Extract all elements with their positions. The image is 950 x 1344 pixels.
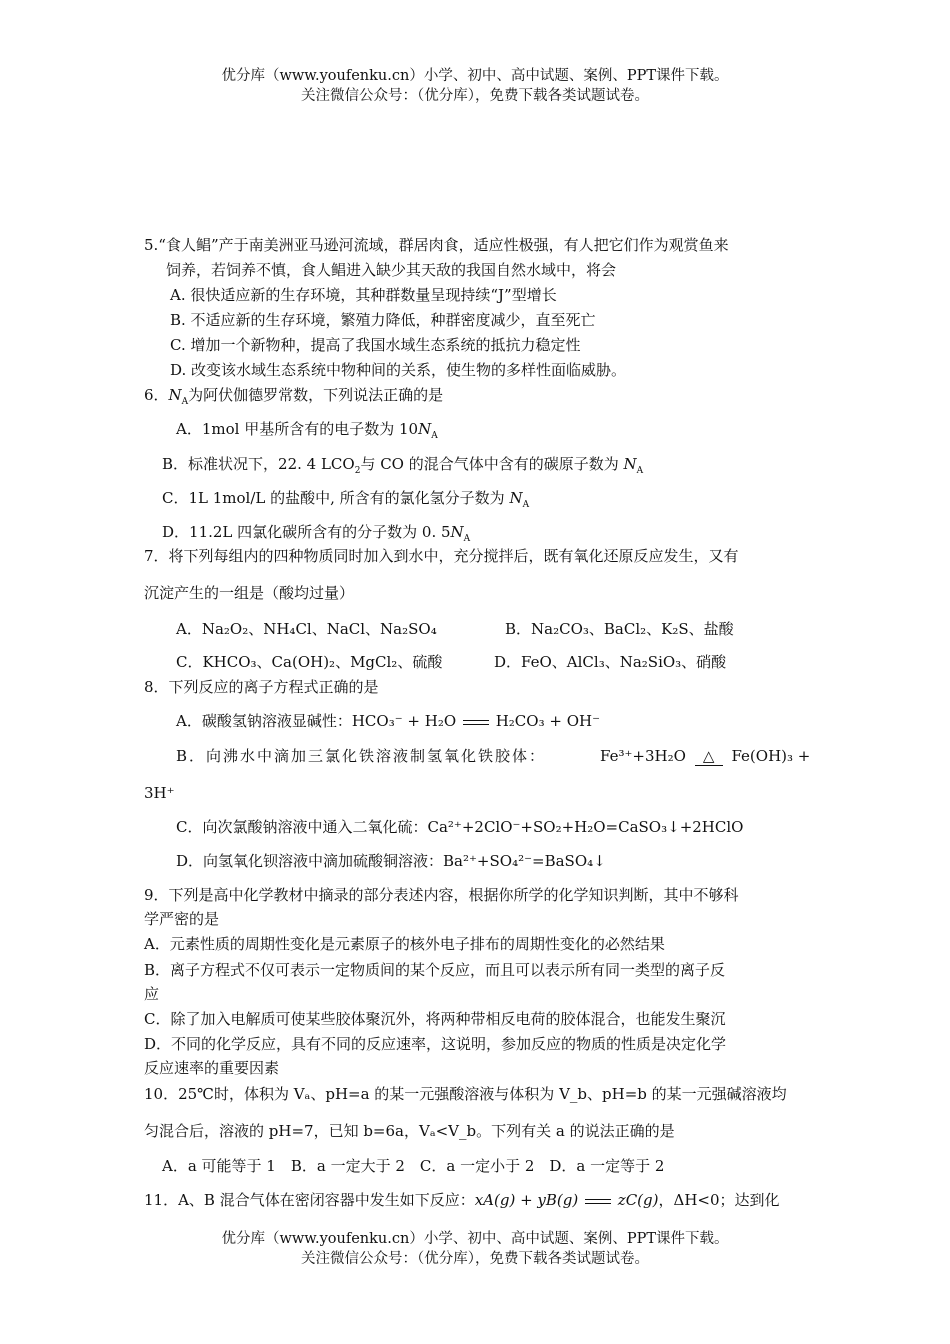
q10-options: A．a 可能等于 1 B．a 一定大于 2 C．a 一定小于 2 D．a 一定等于 2 bbox=[162, 1157, 665, 1175]
equilibrium-arrow-icon bbox=[461, 715, 491, 729]
q8-option-b-tail: 3H⁺ bbox=[144, 784, 175, 802]
q7-option-c: C．KHCO₃、Ca(OH)₂、MgCl₂、硫酸 bbox=[176, 653, 443, 671]
q5-option-c: C. 增加一个新物种，提高了我国水域生态系统的抵抗力稳定性 bbox=[170, 336, 581, 354]
q9-stem-line-1: 9．下列是高中化学教材中摘录的部分表述内容，根据你所学的化学知识判断，其中不够科 bbox=[144, 886, 739, 904]
q5-option-d: D. 改变该水域生态系统中物种间的关系，使生物的多样性面临威胁。 bbox=[170, 361, 627, 379]
q9-option-b-line-1: B．离子方程式不仅可表示一定物质间的某个反应，而且可以表示所有同一类型的离子反 bbox=[144, 961, 726, 979]
q5-stem-line-2: 饲养，若饲养不慎，食人鲳进入缺少其天敌的我国自然水域中，将会 bbox=[166, 261, 617, 279]
heat-arrow-icon: △ bbox=[691, 745, 727, 767]
q9-stem-line-2: 学严密的是 bbox=[144, 910, 220, 928]
q6-stem: 6．$N_A$为阿伏伽德罗常数，下列说法正确的是 bbox=[144, 386, 444, 407]
header-line-1: 优分库（www.youfenku.cn）小学、初中、高中试题、案例、PPT课件下载。 bbox=[221, 68, 729, 84]
q10-stem-line-2: 匀混合后，溶液的 pH=7，已知 b=6a，Vₐ<V_b。下列有关 a 的说法正确的是 bbox=[144, 1122, 675, 1140]
q8-option-c: C．向次氯酸钠溶液中通入二氧化硫：Ca²⁺+2ClO⁻+SO₂+H₂O=CaSO₃↓+2HClO bbox=[176, 818, 744, 836]
q9-option-b-line-2: 应 bbox=[144, 985, 160, 1003]
equilibrium-arrow-icon bbox=[583, 1194, 613, 1208]
q11-stem: 11．A、B 混合气体在密闭容器中发生如下反应：xA(g) + yB(g) zC(g)，ΔH<0；达到化 bbox=[144, 1191, 780, 1209]
q5-option-a: A. 很快适应新的生存环境，其种群数量呈现持续“J”型增长 bbox=[170, 286, 557, 304]
q7-option-b: B．Na₂CO₃、BaCl₂、K₂S、盐酸 bbox=[505, 620, 734, 638]
q8-option-a: A．碳酸氢钠溶液显碱性：HCO₃⁻ + H₂O H₂CO₃ + OH⁻ bbox=[176, 712, 600, 730]
q8-option-b: B．向沸水中滴加三氯化铁溶液制氢氧化铁胶体： bbox=[176, 747, 547, 765]
footer-line-1: 优分库（www.youfenku.cn）小学、初中、高中试题、案例、PPT课件下载。 bbox=[221, 1231, 729, 1247]
q9-option-a: A．元素性质的周期性变化是元素原子的核外电子排布的周期性变化的必然结果 bbox=[144, 935, 665, 953]
q7-stem-line-1: 7．将下列每组内的四种物质同时加入到水中，充分搅拌后，既有氧化还原反应发生，又有 bbox=[144, 547, 739, 565]
q8-option-b-equation: Fe³⁺+3H₂O △ Fe(OH)₃ + bbox=[600, 747, 811, 765]
q6-option-c: C．1L 1mol/L 的盐酸中, 所含有的氯化氢分子数为 $N_A$ bbox=[162, 489, 530, 510]
q7-stem-line-2: 沉淀产生的一组是（酸均过量） bbox=[144, 584, 355, 602]
q8-stem: 8．下列反应的离子方程式正确的是 bbox=[144, 678, 379, 696]
q9-option-d-line-1: D．不同的化学反应，具有不同的反应速率，这说明，参加反应的物质的性质是决定化学 bbox=[144, 1035, 727, 1053]
q9-option-c: C．除了加入电解质可使某些胶体聚沉外，将两种带相反电荷的胶体混合，也能发生聚沉 bbox=[144, 1010, 726, 1028]
q7-option-a: A．Na₂O₂、NH₄Cl、NaCl、Na₂SO₄ bbox=[176, 620, 437, 638]
q5-option-b: B. 不适应新的生存环境，繁殖力降低，种群密度减少，直至死亡 bbox=[170, 311, 596, 329]
footer-line-2: 关注微信公众号：（优分库），免费下载各类试题试卷。 bbox=[301, 1251, 649, 1267]
q6-option-d: D．11.2L 四氯化碳所含有的分子数为 0. $5N_A$ bbox=[162, 523, 471, 544]
q9-option-d-line-2: 反应速率的重要因素 bbox=[144, 1059, 280, 1077]
header-line-2: 关注微信公众号：（优分库），免费下载各类试题试卷。 bbox=[301, 88, 649, 104]
q10-stem-line-1: 10．25℃时，体积为 Vₐ、pH=a 的某一元强酸溶液与体积为 V_b、pH=b 的某一元强碱溶液均 bbox=[144, 1085, 787, 1103]
q6-option-a: A．1mol 甲基所含有的电子数为 $10N_A$ bbox=[176, 420, 438, 441]
q8-option-d: D．向氢氧化钡溶液中滴加硫酸铜溶液：Ba²⁺+SO₄²⁻=BaSO₄↓ bbox=[176, 852, 606, 870]
q7-option-d: D．FeO、AlCl₃、Na₂SiO₃、硝酸 bbox=[494, 653, 727, 671]
q6-option-b: B．标准状况下，22. 4 $LCO_2$与 CO 的混合气体中含有的碳原子数为 $N_A$ bbox=[162, 455, 644, 476]
q5-stem-line-1: 5.“食人鲳”产于南美洲亚马逊河流域，群居肉食，适应性极强，有人把它们作为观赏鱼来 bbox=[144, 236, 729, 254]
